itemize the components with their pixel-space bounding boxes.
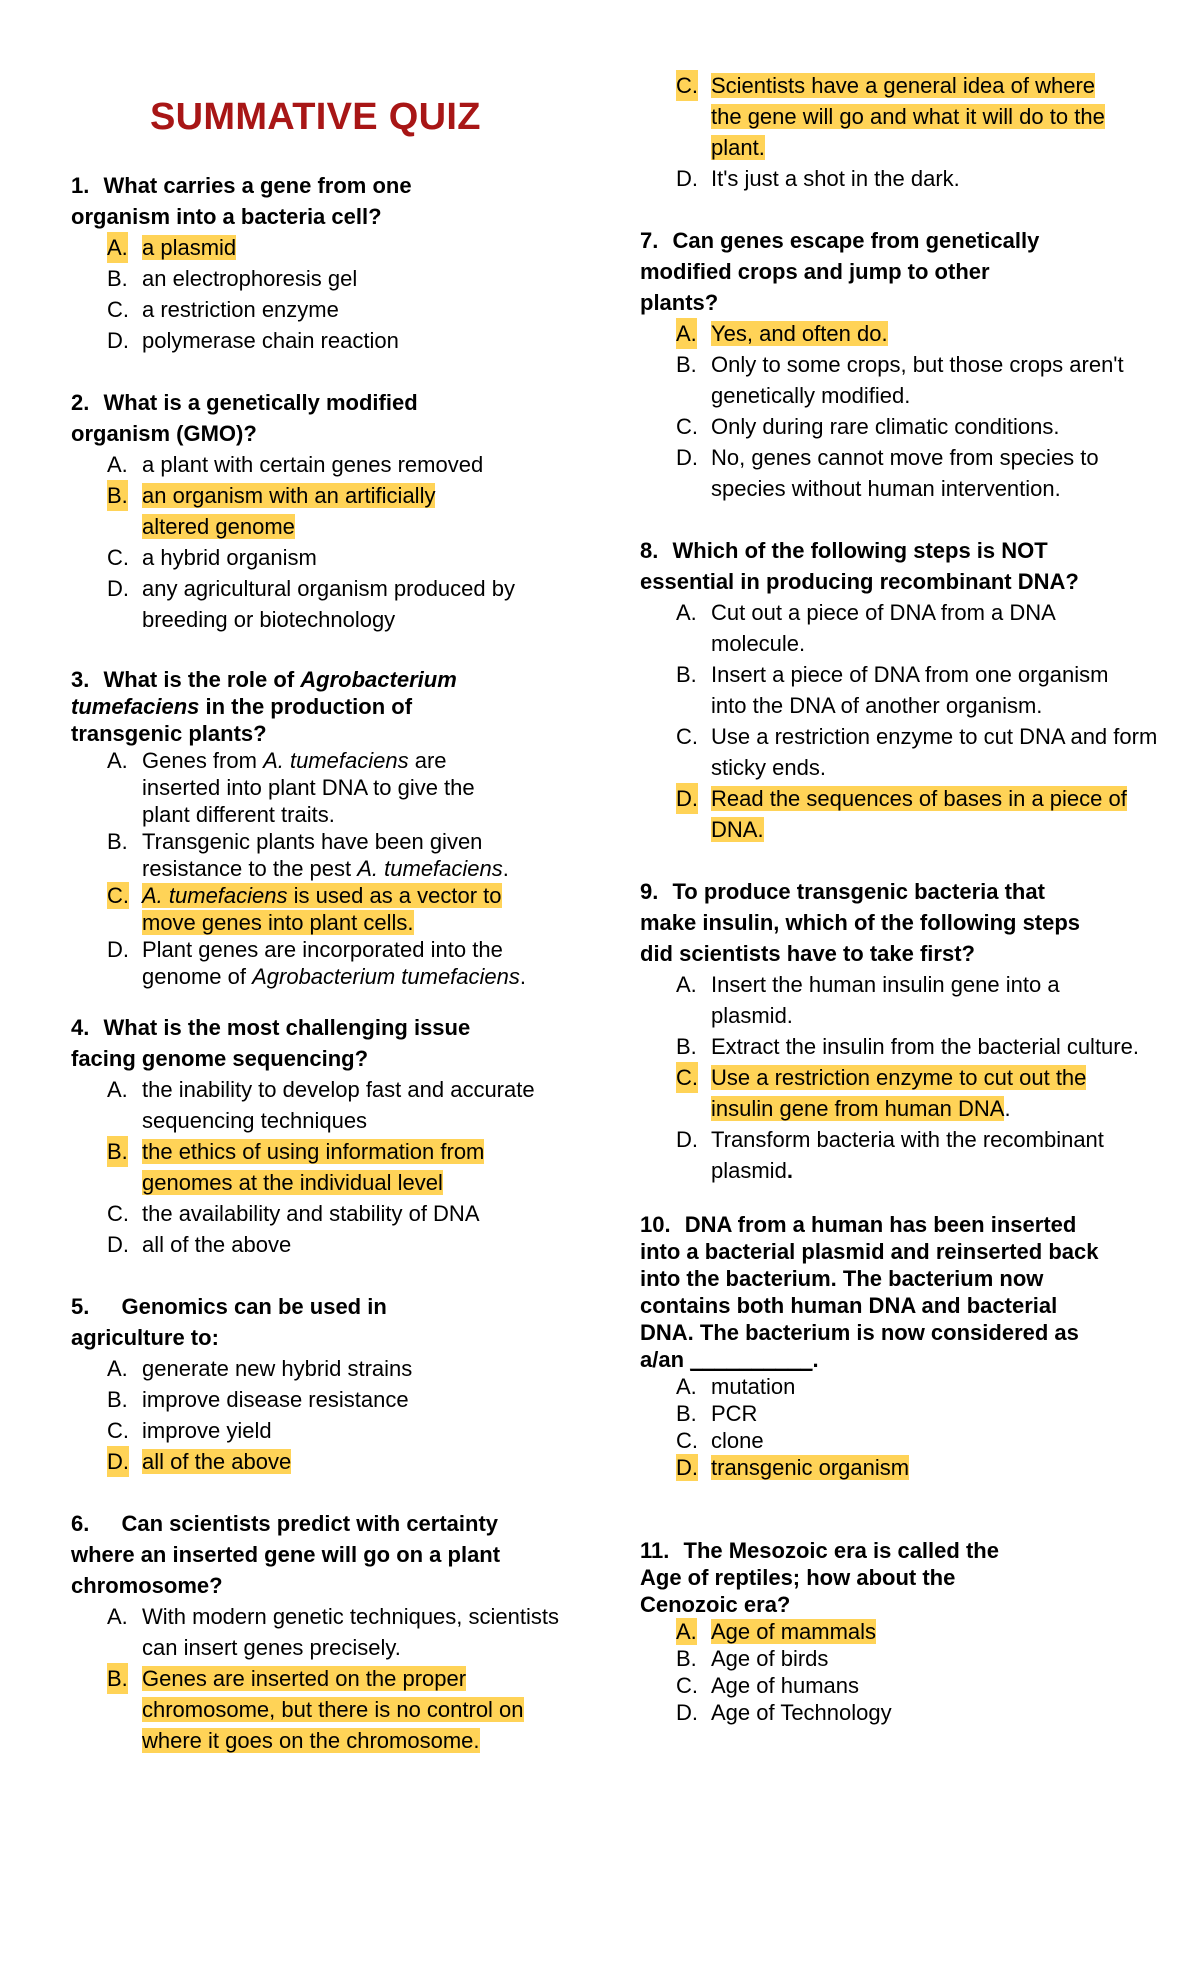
option-text: an electrophoresis gel bbox=[142, 266, 358, 291]
option-letter: D. bbox=[107, 576, 129, 601]
question-1 bbox=[71, 170, 551, 356]
question-number: 4. bbox=[71, 1015, 90, 1040]
right-column bbox=[640, 70, 1158, 1726]
option-letter: A. bbox=[676, 1374, 697, 1399]
question-3 bbox=[71, 666, 551, 990]
option-b[interactable] bbox=[640, 659, 1121, 721]
option-text: a plasmid bbox=[142, 235, 237, 260]
option-d[interactable] bbox=[640, 1124, 1111, 1186]
option-a[interactable] bbox=[640, 597, 1141, 659]
option-a[interactable] bbox=[640, 1373, 1120, 1400]
option-letter: C. bbox=[107, 297, 129, 322]
option-text: Yes, and often do. bbox=[711, 321, 888, 346]
option-d[interactable] bbox=[640, 442, 1111, 504]
option-text: a hybrid organism bbox=[142, 545, 317, 570]
option-text: Only during rare climatic conditions. bbox=[711, 414, 1060, 439]
question-text: To produce transgenic bacteria that make insulin, which of the following steps did scientists have to take first? bbox=[640, 879, 1081, 966]
option-letter: D. bbox=[676, 445, 698, 470]
option-letter: A. bbox=[107, 232, 128, 263]
option-text: an organism with an artificially altered genome bbox=[142, 483, 436, 539]
option-letter: A. bbox=[676, 600, 697, 625]
option-b[interactable] bbox=[640, 1031, 1141, 1062]
question-9-stem bbox=[640, 876, 1090, 969]
option-b[interactable] bbox=[71, 1384, 551, 1415]
option-b[interactable] bbox=[71, 480, 482, 542]
option-letter: A. bbox=[676, 318, 697, 349]
option-letter: B. bbox=[107, 266, 128, 291]
question-5-stem bbox=[71, 1291, 471, 1353]
option-text: No, genes cannot move from species to species without human intervention. bbox=[711, 445, 1099, 501]
option-b[interactable] bbox=[71, 1663, 562, 1756]
option-d[interactable] bbox=[71, 936, 562, 990]
option-c[interactable] bbox=[71, 294, 551, 325]
option-text-post: is used as a vector to move genes into plant cells. bbox=[142, 883, 502, 935]
option-text: improve yield bbox=[142, 1418, 272, 1443]
option-letter: A. bbox=[107, 1356, 128, 1381]
question-text: What carries a gene from one organism into a bacteria cell? bbox=[71, 173, 412, 229]
page-title: SUMMATIVE QUIZ bbox=[150, 96, 481, 138]
question-text: Which of the following steps is NOT essential in producing recombinant DNA? bbox=[640, 538, 1079, 594]
option-b[interactable] bbox=[640, 1400, 1120, 1427]
option-text: With modern genetic techniques, scientists can insert genes precisely. bbox=[142, 1604, 559, 1660]
option-c[interactable] bbox=[640, 721, 1161, 783]
question-1-stem bbox=[71, 170, 491, 232]
option-text: the inability to develop fast and accurate sequencing techniques bbox=[142, 1077, 535, 1133]
option-list bbox=[640, 318, 1124, 504]
option-letter: B. bbox=[107, 1663, 128, 1694]
option-text: all of the above bbox=[142, 1449, 292, 1474]
option-a[interactable] bbox=[71, 1353, 551, 1384]
option-letter: C. bbox=[107, 545, 129, 570]
question-number: 5. bbox=[71, 1294, 90, 1319]
option-letter: A. bbox=[676, 1619, 697, 1644]
option-text: Genes are inserted on the proper chromosome, but there is no control on where it goes on the chromosome. bbox=[142, 1666, 524, 1753]
question-10 bbox=[640, 1211, 1120, 1481]
question-text: Genomics can be used in agriculture to: bbox=[71, 1294, 387, 1350]
question-number: 6. bbox=[71, 1511, 90, 1536]
option-text: mutation bbox=[711, 1374, 796, 1399]
option-list bbox=[71, 1074, 551, 1260]
option-text: Insert a piece of DNA from one organism into the DNA of another organism. bbox=[711, 662, 1109, 718]
option-text: Insert the human insulin gene into a plasmid. bbox=[711, 972, 1060, 1028]
question-9 bbox=[640, 876, 1139, 1186]
question-2 bbox=[71, 387, 551, 635]
question-11 bbox=[640, 1537, 1120, 1726]
question-4-stem bbox=[71, 1012, 511, 1074]
question-2-stem bbox=[71, 387, 461, 449]
question-text: What is the most challenging issue facing genome sequencing? bbox=[71, 1015, 471, 1071]
option-text: polymerase chain reaction bbox=[142, 328, 399, 353]
option-letter: C. bbox=[676, 1673, 698, 1698]
question-text-italic: Agrobacterium tumefaciens bbox=[71, 667, 457, 719]
option-a[interactable] bbox=[640, 318, 1120, 349]
option-text: Only to some crops, but those crops aren't genetically modified. bbox=[711, 352, 1124, 408]
option-letter: A. bbox=[107, 1604, 128, 1629]
option-letter: B. bbox=[676, 352, 697, 377]
option-letter: D. bbox=[107, 1446, 129, 1477]
option-text: Scientists have a general idea of where the gene will go and what it will do to the plant. bbox=[711, 73, 1105, 160]
question-8 bbox=[640, 535, 1158, 845]
question-7-stem bbox=[640, 225, 1070, 318]
option-list bbox=[71, 449, 551, 635]
option-text: PCR bbox=[711, 1401, 758, 1426]
option-text-post: . bbox=[502, 856, 509, 881]
question-6 bbox=[71, 1508, 559, 1756]
option-text: Use a restriction enzyme to cut out the insulin gene from human DNA bbox=[711, 1065, 1087, 1121]
option-text: the availability and stability of DNA bbox=[142, 1201, 480, 1226]
option-letter: D. bbox=[107, 1232, 129, 1257]
question-number: 2. bbox=[71, 390, 90, 415]
option-c[interactable] bbox=[71, 542, 551, 573]
option-letter: B. bbox=[107, 1387, 128, 1412]
option-text: generate new hybrid strains bbox=[142, 1356, 413, 1381]
option-letter: D. bbox=[676, 1127, 698, 1152]
option-d[interactable] bbox=[640, 783, 1131, 845]
option-letter: B. bbox=[107, 1136, 128, 1167]
option-c[interactable] bbox=[640, 70, 1111, 163]
question-5 bbox=[71, 1291, 551, 1477]
option-letter: C. bbox=[107, 1201, 129, 1226]
question-number: 11. bbox=[640, 1538, 670, 1563]
option-text-pre: Transgenic plants have been given resistance to the pest bbox=[142, 829, 483, 881]
question-text: What is a genetically modified organism (GMO)? bbox=[71, 390, 418, 446]
option-list bbox=[640, 597, 1158, 845]
option-text: any agricultural organism produced by breeding or biotechnology bbox=[142, 576, 515, 632]
option-text: Age of birds bbox=[711, 1646, 829, 1671]
option-d[interactable] bbox=[640, 163, 1120, 194]
option-d[interactable] bbox=[640, 1699, 1120, 1726]
question-text: Can scientists predict with certainty where an inserted gene will go on a plant chromosome? bbox=[71, 1511, 501, 1598]
question-7 bbox=[640, 225, 1124, 504]
option-text-tail: . bbox=[1004, 1096, 1011, 1121]
question-number: 10. bbox=[640, 1212, 671, 1237]
option-c[interactable] bbox=[640, 411, 1120, 442]
option-text: Age of humans bbox=[711, 1673, 859, 1698]
option-list bbox=[71, 747, 551, 990]
option-d[interactable] bbox=[71, 1446, 551, 1477]
option-text-pre: Plant genes are incorporated into the genome of bbox=[142, 937, 503, 989]
left-column bbox=[71, 170, 559, 1756]
option-b[interactable] bbox=[640, 349, 1151, 411]
option-text: all of the above bbox=[142, 1232, 292, 1257]
option-text: transgenic organism bbox=[711, 1455, 910, 1480]
option-letter: C. bbox=[676, 1062, 698, 1093]
option-d[interactable] bbox=[71, 573, 562, 635]
option-letter: D. bbox=[676, 166, 698, 191]
option-list bbox=[640, 1373, 1120, 1481]
question-number: 7. bbox=[640, 228, 659, 253]
question-text: DNA from a human has been inserted into a bacterial plasmid and reinserted back into the bacterium. The bacterium now contains both human DNA and bacterial DNA. The bacterium is now considered as a/an bbox=[640, 1212, 1099, 1372]
option-c[interactable] bbox=[640, 1427, 1120, 1454]
option-letter: D. bbox=[107, 328, 129, 353]
option-text-italic: A. tumefaciens bbox=[263, 748, 409, 773]
option-text-post: are inserted into plant DNA to give the plant different traits. bbox=[142, 748, 475, 827]
option-a[interactable] bbox=[71, 1601, 562, 1663]
option-d[interactable] bbox=[640, 1454, 1120, 1481]
option-b[interactable] bbox=[71, 1136, 562, 1198]
option-letter: C. bbox=[676, 724, 698, 749]
option-c[interactable] bbox=[640, 1672, 1120, 1699]
option-c[interactable] bbox=[71, 1415, 551, 1446]
option-d[interactable] bbox=[71, 1229, 551, 1260]
question-8-stem bbox=[640, 535, 1090, 597]
option-text: clone bbox=[711, 1428, 764, 1453]
option-c[interactable] bbox=[71, 1198, 551, 1229]
question-6-stem bbox=[71, 1508, 541, 1601]
option-text: Cut out a piece of DNA from a DNA molecule. bbox=[711, 600, 1055, 656]
question-4 bbox=[71, 1012, 551, 1260]
option-letter: B. bbox=[676, 1034, 697, 1059]
option-a[interactable] bbox=[71, 232, 551, 263]
option-list-continued bbox=[640, 70, 1120, 194]
option-text: a plant with certain genes removed bbox=[142, 452, 484, 477]
option-letter: A. bbox=[107, 452, 128, 477]
answer-blank: __________ bbox=[690, 1347, 813, 1372]
option-letter: B. bbox=[107, 480, 128, 511]
option-list bbox=[71, 1601, 559, 1756]
option-c[interactable] bbox=[71, 882, 532, 936]
option-text-italic: Agrobacterium tumefaciens bbox=[252, 964, 520, 989]
option-a[interactable] bbox=[640, 969, 1131, 1031]
option-letter: B. bbox=[107, 829, 128, 854]
option-letter: D. bbox=[107, 937, 129, 962]
option-list bbox=[71, 232, 551, 356]
option-list bbox=[640, 1618, 1120, 1726]
option-text: the ethics of using information from genomes at the individual level bbox=[142, 1139, 485, 1195]
option-text: Age of Technology bbox=[711, 1700, 892, 1725]
option-text: Use a restriction enzyme to cut DNA and form sticky ends. bbox=[711, 724, 1158, 780]
option-text: improve disease resistance bbox=[142, 1387, 409, 1412]
option-letter: D. bbox=[676, 783, 698, 814]
option-text: It's just a shot in the dark. bbox=[711, 166, 960, 191]
option-letter: C. bbox=[107, 883, 129, 908]
option-letter: A. bbox=[107, 1077, 128, 1102]
option-letter: C. bbox=[676, 1428, 698, 1453]
option-b[interactable] bbox=[71, 263, 551, 294]
question-10-stem: 10. DNA from a human has been inserted into a bacterial plasmid and reinserted back into the bacterium. The bacterium now contains both human DNA and bacterial DNA. The bacterium is now considered as a/an __________. bbox=[640, 1212, 1099, 1372]
question-3-stem bbox=[71, 666, 501, 747]
option-d[interactable] bbox=[71, 325, 551, 356]
option-letter: D. bbox=[676, 1700, 698, 1725]
option-letter: B. bbox=[676, 662, 697, 687]
option-letter: A. bbox=[107, 748, 128, 773]
option-text-tail: . bbox=[786, 1158, 793, 1183]
option-text: a restriction enzyme bbox=[142, 297, 339, 322]
option-letter: B. bbox=[676, 1646, 697, 1671]
option-letter: A. bbox=[676, 972, 697, 997]
option-letter: C. bbox=[676, 414, 698, 439]
option-text: Extract the insulin from the bacterial culture. bbox=[711, 1034, 1139, 1059]
question-number: 1. bbox=[71, 173, 90, 198]
option-text: Read the sequences of bases in a piece of DNA. bbox=[711, 786, 1127, 842]
question-number: 8. bbox=[640, 538, 659, 563]
option-text-pre: Genes from bbox=[142, 748, 257, 773]
question-number: 3. bbox=[71, 667, 90, 692]
question-text: The Mesozoic era is called the Age of reptiles; how about the Cenozoic era? bbox=[640, 1538, 999, 1617]
option-b[interactable] bbox=[71, 828, 522, 882]
option-text: Transform bacteria with the recombinant plasmid bbox=[711, 1127, 1104, 1183]
question-11-stem bbox=[640, 1537, 1040, 1618]
option-a[interactable] bbox=[71, 747, 522, 828]
option-a[interactable] bbox=[71, 449, 551, 480]
option-text-post: . bbox=[519, 964, 527, 989]
option-b[interactable] bbox=[640, 1645, 1120, 1672]
question-text: Can genes escape from genetically modified crops and jump to other plants? bbox=[640, 228, 1040, 315]
option-letter: D. bbox=[676, 1455, 698, 1480]
option-letter: C. bbox=[676, 70, 698, 101]
option-a[interactable] bbox=[640, 1618, 1120, 1645]
option-text: Age of mammals bbox=[711, 1619, 877, 1644]
option-text-italic: A. tumefaciens bbox=[357, 856, 503, 881]
option-list bbox=[71, 1353, 551, 1477]
option-c[interactable] bbox=[640, 1062, 1131, 1124]
question-number: 9. bbox=[640, 879, 659, 904]
option-a[interactable] bbox=[71, 1074, 562, 1136]
option-letter: B. bbox=[676, 1401, 697, 1426]
option-list bbox=[640, 969, 1139, 1186]
option-text-italic: A. tumefaciens bbox=[142, 883, 288, 908]
question-text-post: in the production of transgenic plants? bbox=[71, 694, 413, 746]
option-letter: C. bbox=[107, 1418, 129, 1443]
question-text-pre: What is the role of bbox=[103, 667, 295, 692]
